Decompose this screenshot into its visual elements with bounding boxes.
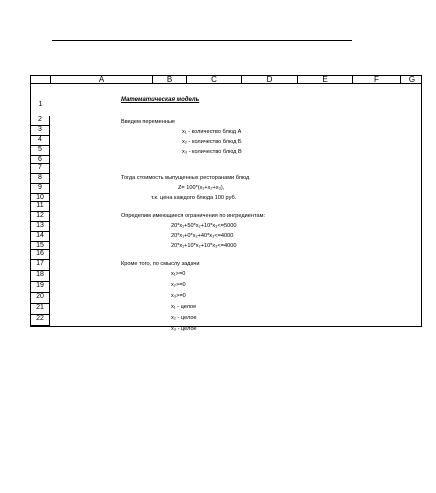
- constraint-2: 20*x₁+0*x₂+40*x₃<=4000: [171, 233, 234, 239]
- row-header-4[interactable]: 4: [30, 136, 50, 146]
- extra-constraint-1: x₁>=0: [171, 271, 186, 277]
- row-header-18[interactable]: 18: [30, 271, 50, 282]
- row-header-19[interactable]: 19: [30, 282, 50, 293]
- row-header-20[interactable]: 20: [30, 293, 50, 304]
- extra-intro: Кроме того, по смыслу задачи: [121, 261, 200, 267]
- sheet-bottom-border: [30, 326, 422, 327]
- variable-1: x₁ - количество блюд А: [182, 129, 242, 135]
- extra-constraint-3: x₃>=0: [171, 293, 186, 299]
- column-header-f[interactable]: F: [353, 76, 401, 84]
- column-header-a[interactable]: A: [51, 76, 153, 84]
- row-header-22[interactable]: 22: [30, 315, 50, 326]
- corner-cell[interactable]: [31, 76, 51, 84]
- model-title: Математическая модель: [121, 97, 200, 103]
- row-header-21[interactable]: 21: [30, 304, 50, 315]
- cost-text: Тогда стоимость выпущенных ресторанами блюд: [121, 175, 250, 181]
- column-header-c[interactable]: C: [187, 76, 242, 84]
- column-header-g[interactable]: G: [408, 75, 416, 84]
- row-header-8[interactable]: 8: [30, 174, 50, 184]
- column-header-b[interactable]: B: [153, 76, 187, 84]
- constraint-1: 20*x₁+50*x₂+10*x₃<=5000: [171, 223, 237, 229]
- row-header-13[interactable]: 13: [30, 222, 50, 232]
- row-header-10[interactable]: 10: [30, 194, 50, 202]
- column-header-row: [30, 75, 422, 84]
- row-header-5[interactable]: 5: [30, 146, 50, 156]
- row-header-12[interactable]: 12: [30, 212, 50, 222]
- row-header-3[interactable]: 3: [30, 126, 50, 136]
- sheet-right-border: [421, 75, 422, 326]
- row-header-16[interactable]: 16: [30, 250, 50, 260]
- row-header-7[interactable]: 7: [30, 164, 50, 174]
- column-header-d[interactable]: D: [242, 76, 298, 84]
- row-header-17[interactable]: 17: [30, 260, 50, 271]
- sheet-left-border: [30, 75, 31, 326]
- row-header-2[interactable]: 2: [30, 116, 50, 126]
- column-header-e[interactable]: E: [298, 76, 353, 84]
- extra-constraint-5: x₂ - целое: [171, 315, 197, 321]
- extra-constraint-6: x₃ - целое: [171, 326, 197, 332]
- cost-formula: Z= 100*(x₁+x₂+x₃),: [178, 185, 225, 191]
- variable-2: x₂ - количество блюд Б: [182, 139, 242, 145]
- row-header-6[interactable]: 6: [30, 156, 50, 164]
- constraints-intro: Определим имеющиеся ограничения по ингредиентам:: [121, 213, 266, 219]
- row-header-9[interactable]: 9: [30, 184, 50, 194]
- intro-text: Введем переменные: [121, 119, 176, 125]
- row-header-11[interactable]: 11: [30, 202, 50, 212]
- constraint-3: 20*x₁+10*x₂+10*x₃<=4000: [171, 243, 237, 249]
- row-number-column: [30, 84, 50, 493]
- cost-note: т.к. цена каждого блюда 100 руб.: [151, 195, 237, 201]
- extra-constraint-2: x₂>=0: [171, 282, 186, 288]
- extra-constraint-4: x₁ - целое: [171, 304, 197, 310]
- row-header-14[interactable]: 14: [30, 232, 50, 242]
- row-header-15[interactable]: 15: [30, 242, 50, 250]
- variable-3: x₃ - количество блюд В: [182, 149, 242, 155]
- row-header-1[interactable]: 1: [30, 101, 50, 116]
- top-divider-line: [52, 40, 352, 41]
